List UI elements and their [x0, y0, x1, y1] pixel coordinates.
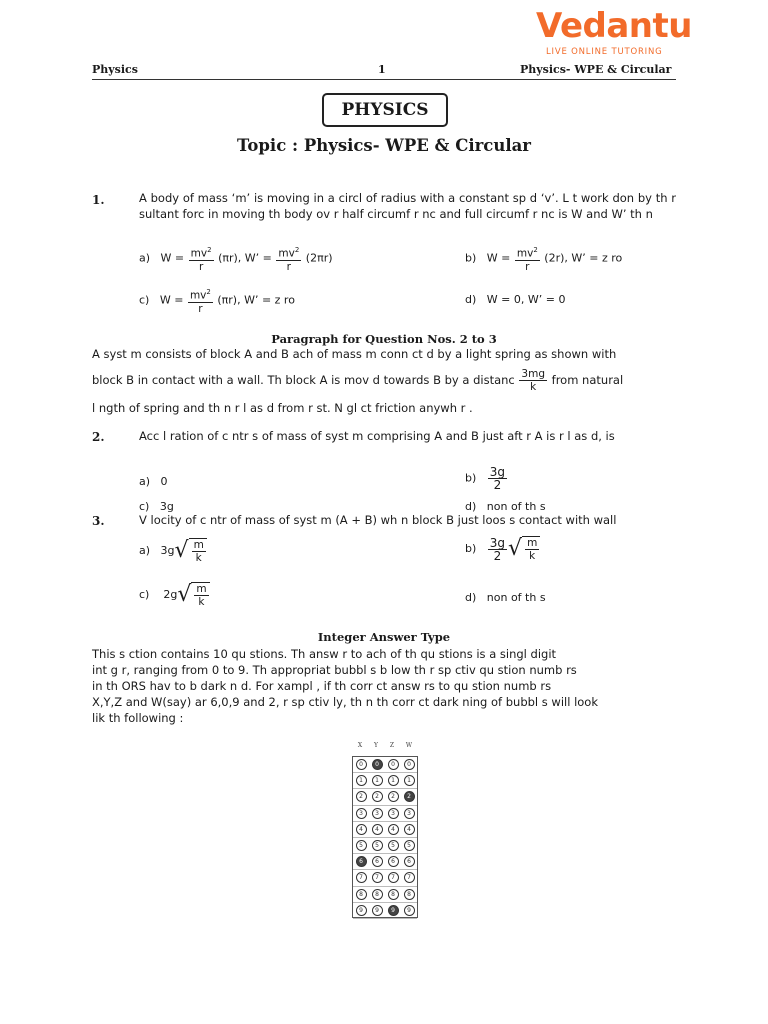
- frac-den: 2: [493, 478, 502, 492]
- paragraph-line-3: l ngth of spring and th n r l as d from r st. N gl ct friction anywh r .: [92, 401, 473, 415]
- omr-row: [353, 757, 417, 773]
- q2-number: 2.: [92, 430, 105, 444]
- omr-bubble: 5: [372, 840, 383, 851]
- q3-option-d-text: non of th s: [486, 591, 546, 604]
- omr-bubble: 2: [404, 791, 415, 802]
- frac-den: k: [198, 596, 205, 608]
- q2-option-d-text: non of th s: [486, 500, 546, 513]
- omr-bubble: 4: [356, 824, 367, 835]
- q1-option-c-label: c): [139, 293, 150, 307]
- header-divider: [92, 79, 676, 80]
- omr-bubble: 1: [388, 775, 399, 786]
- omr-bubble: 2: [356, 791, 367, 802]
- frac-den: r: [525, 260, 530, 273]
- q3-option-a: [139, 538, 207, 564]
- omr-bubble: 4: [404, 824, 415, 835]
- frac-num: mv: [190, 247, 208, 260]
- q3-option-a-sqrt: [175, 538, 207, 564]
- frac-sup: 2: [207, 246, 212, 254]
- omr-bubble: 7: [388, 872, 399, 883]
- omr-bubble: 9: [372, 905, 383, 916]
- q3-option-c: [139, 582, 210, 608]
- q3-option-b-sqrt: [508, 536, 540, 562]
- q1-option-c-w: W =: [159, 293, 184, 307]
- omr-bubble: 6: [404, 856, 415, 867]
- radical-icon: √: [508, 536, 523, 561]
- omr-bubble: 6: [356, 856, 367, 867]
- frac-num: m: [196, 583, 207, 595]
- q1-option-b-end: (2r), W’ = z ro: [544, 251, 623, 265]
- omr-bubble: 9: [388, 905, 399, 916]
- frac-sup: 2: [533, 246, 538, 254]
- subject-title-box: PHYSICS: [322, 93, 448, 127]
- page-number: 1: [378, 63, 386, 76]
- frac-num: mv: [278, 247, 295, 260]
- q1-option-a-frac2: [276, 244, 301, 273]
- q1-option-c-frac: [188, 286, 213, 315]
- q1-option-d: [465, 293, 565, 306]
- q1-number: 1.: [92, 193, 105, 207]
- frac-sup: 2: [206, 288, 211, 296]
- omr-bubble: 4: [388, 824, 399, 835]
- q1-option-c-end: (πr), W’ = z ro: [217, 293, 295, 307]
- q3-number: 3.: [92, 514, 105, 528]
- q1-option-d-text: W = 0, W’ = 0: [486, 293, 566, 306]
- q2-option-b: [465, 466, 508, 491]
- q1-option-a: [139, 244, 333, 273]
- omr-row: [353, 870, 417, 886]
- omr-row: [353, 806, 417, 822]
- omr-row: [353, 838, 417, 854]
- q1-option-b: [465, 244, 622, 273]
- topic-heading: Topic : Physics- WPE & Circular: [237, 136, 531, 155]
- omr-bubble: 0: [372, 759, 383, 770]
- q3-option-b-frac: [488, 537, 507, 562]
- omr-column-label: Y: [374, 742, 379, 749]
- q3-option-b-label: b): [465, 542, 477, 555]
- q3-option-b: [465, 536, 540, 562]
- omr-row: [353, 854, 417, 870]
- omr-column-label: Z: [389, 742, 395, 749]
- omr-row: [353, 773, 417, 789]
- frac-num: m: [527, 537, 538, 549]
- paragraph-line-2b: from natural: [551, 373, 624, 387]
- frac-num: mv: [516, 247, 534, 260]
- q3-option-c-sqrt: [177, 582, 209, 608]
- frac-den: r: [198, 302, 203, 315]
- omr-bubble: 0: [388, 759, 399, 770]
- frac-num: 3g: [489, 465, 506, 479]
- q1-option-a-end: (2πr): [305, 251, 333, 265]
- integer-line-4: X,Y,Z and W(say) ar 6,0,9 and 2, r sp ctiv ly, th n th corr ct dark ning of bubbl s will look: [92, 695, 598, 709]
- frac-num: 3g: [489, 535, 506, 550]
- q1-option-a-label: a): [139, 251, 151, 265]
- frac-den: 2: [493, 548, 502, 563]
- omr-bubble: 5: [404, 840, 415, 851]
- q3-option-d-label: d): [465, 591, 477, 604]
- frac-num: mv: [189, 289, 207, 302]
- q2-option-a-text: 0: [160, 475, 168, 488]
- q2-text: Acc l ration of c ntr s of mass of syst m comprising A and B just aft r A is r l as d, is: [139, 429, 615, 443]
- q3-option-d: [465, 591, 546, 604]
- q1-option-d-label: d): [465, 293, 477, 306]
- integer-line-1: This s ction contains 10 qu stions. Th answ r to ach of th qu stions is a singl digit: [92, 647, 557, 661]
- q3-option-c-label: c): [139, 588, 150, 601]
- frac-num: 3mg: [521, 368, 545, 380]
- q1-option-a-mid: (πr), W’ =: [218, 251, 272, 265]
- radical-icon: √: [174, 538, 189, 563]
- frac-den: k: [195, 552, 202, 564]
- radicand-frac: [194, 583, 208, 608]
- frac-den: r: [286, 260, 291, 273]
- q2-option-a: [139, 475, 168, 488]
- q2-option-c-label: c): [139, 500, 150, 513]
- omr-bubble: 5: [356, 840, 367, 851]
- q1-option-a-frac1: [189, 244, 214, 273]
- omr-bubble: 3: [404, 808, 415, 819]
- omr-bubble: 7: [372, 872, 383, 883]
- omr-column-label: X: [357, 742, 363, 749]
- radicand-frac: [192, 539, 206, 564]
- paragraph-heading: Paragraph for Question Nos. 2 to 3: [271, 332, 497, 346]
- omr-bubble: 2: [372, 791, 383, 802]
- integer-heading: Integer Answer Type: [317, 630, 451, 644]
- omr-row: [353, 903, 417, 919]
- q1-option-b-label: b): [465, 251, 477, 265]
- q1-text: A body of mass ‘m’ is moving in a circl of radius with a constant sp d ‘v’. L t work don by th r sultant forc in moving th body ov r half circumf r nc and full circumf r nc is W and W’ th n: [139, 191, 676, 221]
- omr-bubble: 3: [356, 808, 367, 819]
- omr-bubble: 6: [372, 856, 383, 867]
- frac-sup: 2: [294, 246, 300, 254]
- omr-column-label: W: [405, 742, 413, 749]
- omr-bubble: 0: [356, 759, 367, 770]
- omr-row: [353, 887, 417, 903]
- q2-option-b-frac: [488, 466, 507, 491]
- omr-bubble: 8: [356, 889, 367, 900]
- frac-num: m: [193, 539, 204, 551]
- omr-bubble: 3: [372, 808, 383, 819]
- omr-bubble-grid: [352, 756, 418, 918]
- q2-option-b-label: b): [465, 471, 477, 485]
- omr-row: [353, 789, 417, 805]
- header-topic: Physics- WPE & Circular: [520, 63, 672, 76]
- vedantu-logo: [536, 6, 692, 58]
- integer-line-3: in th ORS hav to b dark n d. For xampl , if th corr ct answ rs to qu stion numb rs: [92, 679, 552, 693]
- paragraph-line-1: A syst m consists of block A and B ach of mass m conn ct d by a light spring as shown with: [92, 347, 617, 361]
- omr-bubble: 7: [404, 872, 415, 883]
- frac-den: k: [530, 381, 537, 393]
- q3-option-a-label: a): [139, 544, 151, 557]
- omr-column-headers: [352, 742, 418, 749]
- omr-bubble: 5: [388, 840, 399, 851]
- omr-bubble: 7: [356, 872, 367, 883]
- omr-bubble: 2: [388, 791, 399, 802]
- q1-option-b-w: W =: [486, 251, 511, 265]
- q1-option-b-frac: [515, 244, 540, 273]
- frac-den: r: [198, 260, 204, 273]
- q2-option-c-text: 3g: [159, 500, 174, 513]
- header-subject: Physics: [92, 63, 138, 76]
- q3-option-c-coef: 2g: [163, 588, 178, 601]
- frac-den: k: [529, 550, 536, 562]
- omr-bubble: 8: [388, 889, 399, 900]
- q2-option-d-label: d): [465, 500, 477, 513]
- omr-bubble: 8: [404, 889, 415, 900]
- integer-line-5: lik th following :: [92, 711, 184, 725]
- omr-bubble: 6: [388, 856, 399, 867]
- logo-tagline: LIVE ONLINE TUTORING: [546, 47, 663, 57]
- integer-line-2: int g r, ranging from 0 to 9. Th appropriat bubbl s b low th r sp ctiv qu stion numb rs: [92, 663, 577, 677]
- omr-bubble: 9: [356, 905, 367, 916]
- omr-bubble: 3: [388, 808, 399, 819]
- q3-text: V locity of c ntr of mass of syst m (A + B) wh n block B just loos s contact with wall: [139, 513, 617, 527]
- paragraph-line-2a: block B in contact with a wall. Th block A is mov d towards B by a distanc: [92, 373, 515, 387]
- radicand-frac: [525, 537, 539, 562]
- omr-bubble: 1: [356, 775, 367, 786]
- omr-bubble: 4: [372, 824, 383, 835]
- radical-icon: √: [177, 582, 192, 607]
- logo-wordmark: Vedantu: [536, 6, 692, 46]
- omr-bubble: 8: [372, 889, 383, 900]
- omr-bubble: 1: [372, 775, 383, 786]
- paragraph-line-2: [92, 368, 676, 393]
- q2-option-a-label: a): [139, 475, 151, 488]
- q1-option-c: [139, 286, 295, 315]
- omr-bubble: 0: [404, 759, 415, 770]
- omr-row: [353, 822, 417, 838]
- paragraph-distance-frac: [519, 368, 547, 393]
- q3-option-a-coef: 3g: [160, 544, 175, 557]
- q1-option-a-w: W =: [160, 251, 185, 265]
- omr-sample-sheet: [352, 742, 418, 918]
- omr-bubble: 9: [404, 905, 415, 916]
- omr-bubble: 1: [404, 775, 415, 786]
